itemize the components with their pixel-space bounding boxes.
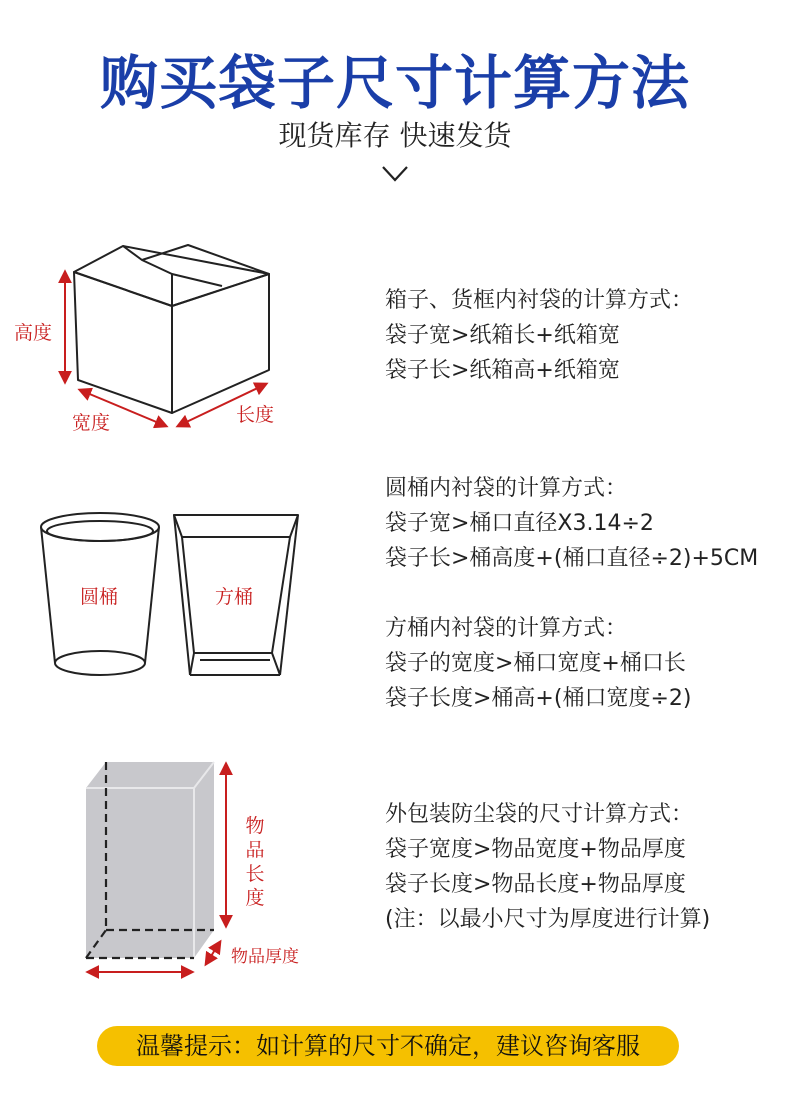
box-width-label: 宽度 bbox=[72, 412, 111, 434]
box-height-label: 高度 bbox=[14, 322, 53, 344]
box-formula-length: 袋子长>纸箱高+纸箱宽 bbox=[385, 358, 620, 383]
square-formula-width: 袋子的宽度>桶口宽度+桶口长 bbox=[385, 651, 686, 676]
dust-formula-note: (注：以最小尺寸为厚度进行计算) bbox=[385, 907, 711, 932]
page-subtitle: 现货库存 快速发货 bbox=[278, 119, 512, 152]
box-formula-title: 箱子、货框内衬袋的计算方式： bbox=[385, 288, 694, 313]
round-formula-width: 袋子宽>桶口直径X3.14÷2 bbox=[385, 511, 654, 536]
box-formula-block bbox=[385, 283, 693, 388]
tip-banner: 温馨提示：如计算的尺寸不确定，建议咨询客服 bbox=[97, 1026, 679, 1066]
page-title: 购买袋子尺寸计算方法 bbox=[99, 49, 690, 117]
round-formula-title: 圆桶内衬袋的计算方式： bbox=[385, 476, 628, 501]
chevron-down-icon bbox=[380, 163, 410, 185]
square-bucket-label: 方桶 bbox=[215, 586, 254, 608]
dust-formula-block bbox=[385, 797, 710, 937]
round-formula-length: 袋子长>桶高度+(桶口直径÷2)+5CM bbox=[385, 546, 759, 571]
dust-formula-width: 袋子宽度>物品宽度+物品厚度 bbox=[385, 837, 686, 862]
dust-formula-length: 袋子长度>物品长度+物品厚度 bbox=[385, 872, 686, 897]
box-length-label: 长度 bbox=[236, 404, 275, 426]
item-length-label: 物品长度 bbox=[245, 815, 265, 909]
bucket-formula-block bbox=[385, 471, 758, 716]
box-formula-width: 袋子宽>纸箱长+纸箱宽 bbox=[385, 323, 620, 348]
square-formula-title: 方桶内衬袋的计算方式： bbox=[385, 616, 628, 641]
item-thickness-label: 物品厚度 bbox=[231, 947, 299, 967]
square-formula-length: 袋子长度>桶高+(桶口宽度÷2) bbox=[385, 686, 692, 711]
dust-formula-title: 外包装防尘袋的尺寸计算方式： bbox=[385, 802, 694, 827]
round-bucket-label: 圆桶 bbox=[80, 586, 119, 608]
